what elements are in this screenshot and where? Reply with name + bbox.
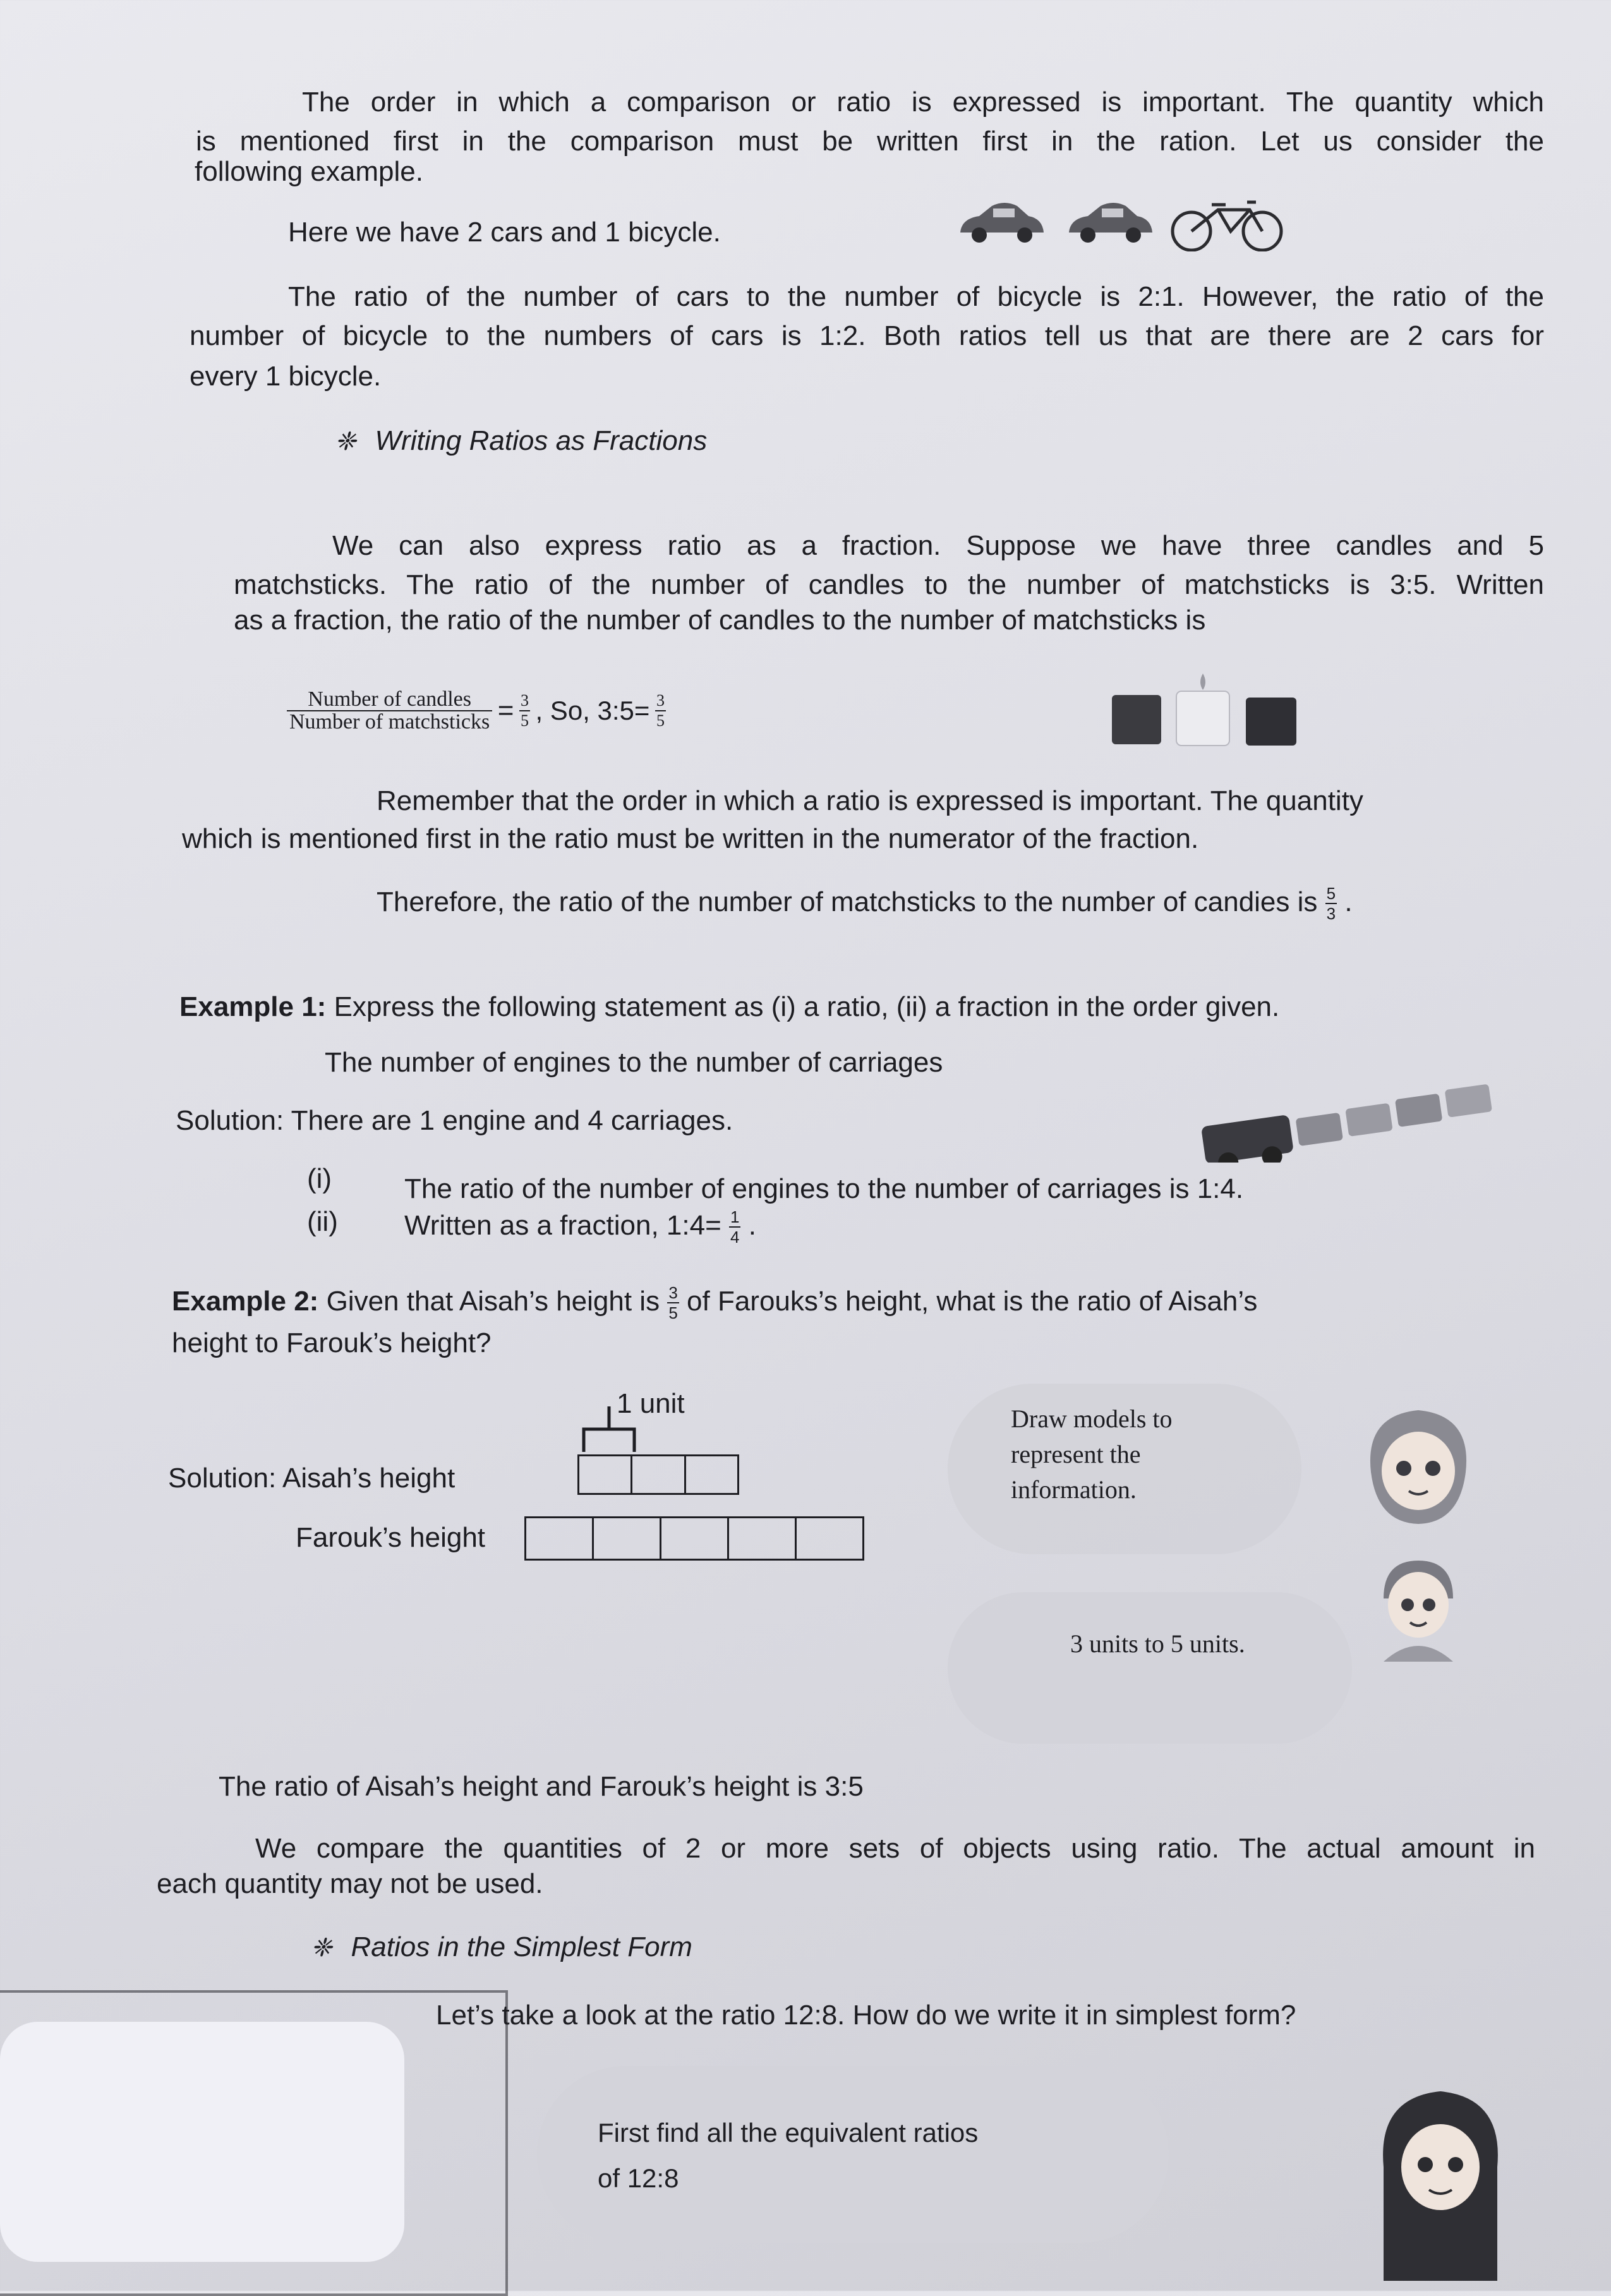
item-ii-label: (ii) — [307, 1206, 338, 1237]
fraction-denominator: 5 — [656, 711, 665, 730]
example-2-label: Example 2: — [172, 1286, 319, 1317]
farouk-height-bar — [524, 1516, 864, 1561]
fraction-3-5 — [655, 691, 666, 730]
fraction-numerator: Number of candles — [287, 689, 492, 711]
compare-line-1: We compare the quantities of 2 or more sets of objects using ratio. The actual amount in — [255, 1833, 1535, 1864]
item-ii-line — [404, 1207, 756, 1247]
example-2-heading — [172, 1283, 1257, 1322]
example-2-text-a: Given that Aisah’s height is — [326, 1286, 660, 1317]
bar-unit — [632, 1456, 685, 1493]
fractions-para-line-2: matchsticks. The ratio of the number of candles to the number of matchsticks is 3:5. Written — [234, 569, 1544, 600]
cars-ratio-line-3: every 1 bicycle. — [190, 361, 382, 392]
car-icon — [1069, 203, 1152, 243]
section-heading-fractions — [335, 422, 707, 461]
aisah-height-bar — [577, 1454, 739, 1495]
draw-models-bubble: Draw models to represent the information. — [1011, 1405, 1173, 1504]
fraction-numerator: 3 — [655, 691, 666, 711]
ratio-conclusion: The ratio of Aisah’s height and Farouk’s height is 3:5 — [219, 1771, 864, 1802]
example-1-statement: The number of engines to the number of carriages — [325, 1047, 943, 1078]
fraction-denominator: 4 — [730, 1228, 740, 1247]
example-1-text: Express the following statement as (i) a ratio, (ii) a fraction in the order given. — [334, 991, 1280, 1022]
example-1-label: Example 1: — [179, 991, 327, 1022]
intro-line-2: is mentioned first in the comparison must be written first in the ration. Let us consider the — [196, 126, 1544, 157]
cars-line: Here we have 2 cars and 1 bicycle. — [288, 217, 721, 248]
girl-avatar — [1371, 2079, 1510, 2281]
remember-line-2: which is mentioned first in the ratio must be written in the numerator of the fraction. — [182, 823, 1199, 854]
fraction-numerator: 1 — [730, 1207, 740, 1227]
example-2-line-2: height to Farouk’s height? — [172, 1327, 492, 1358]
period: . — [1344, 886, 1353, 917]
period: . — [748, 1210, 756, 1241]
bar-unit — [797, 1518, 862, 1559]
compare-line-2: each quantity may not be used. — [157, 1868, 543, 1899]
bar-unit — [526, 1518, 594, 1559]
item-i-text: The ratio of the number of engines to the number of carriages is 1:4. — [404, 1173, 1244, 1204]
cars-ratio-line-1: The ratio of the number of cars to the number of bicycle is 2:1. However, the ratio of the — [288, 281, 1544, 312]
bicycle-icon — [1173, 202, 1281, 250]
cars-ratio-line-2: number of bicycle to the numbers of cars is 1:2. Both ratios tell us that are there are 2 cars for — [190, 320, 1544, 351]
show-through-text — [0, 430, 8, 460]
thought-cloud — [948, 1592, 1352, 1744]
aisah-avatar — [1358, 1403, 1478, 1529]
bullet-icon: ❈ — [311, 1934, 332, 1962]
example-1-heading — [179, 988, 1279, 1026]
bar-unit — [729, 1518, 797, 1559]
intro-line-1: The order in which a comparison or ratio is expressed is important. The quantity which — [302, 87, 1544, 118]
simplest-form-question: Let’s take a look at the ratio 12:8. How do we write it in simplest form? — [436, 2000, 1296, 2031]
fraction-denominator: 5 — [520, 711, 529, 730]
aisah-height-label: Solution: Aisah’s height — [168, 1463, 456, 1494]
car-icon — [960, 203, 1044, 243]
fraction-numerator: 5 — [1326, 884, 1336, 903]
fraction-denominator: 3 — [1326, 904, 1336, 924]
section-heading-text: Ratios in the Simplest Form — [351, 1931, 692, 1962]
so-text: , So, 3:5= — [535, 696, 650, 725]
item-ii-text: Written as a fraction, 1:4= — [404, 1210, 721, 1241]
example-2-text-b: of Farouks’s height, what is the ratio of Aisah’s — [687, 1286, 1258, 1317]
item-i-label: (i) — [307, 1163, 332, 1194]
therefore-text: Therefore, the ratio of the number of matchsticks to the number of candies is — [377, 886, 1318, 917]
fractions-para-line-1: We can also express ratio as a fraction. Suppose we have three candles and 5 — [332, 530, 1544, 561]
bar-unit — [579, 1456, 632, 1493]
remember-line-1: Remember that the order in which a ratio is expressed is important. The quantity — [377, 785, 1363, 816]
bar-unit — [661, 1518, 729, 1559]
label-fraction — [287, 689, 492, 733]
therefore-line — [377, 883, 1353, 923]
farouk-avatar — [1371, 1554, 1466, 1662]
farouk-height-label: Farouk’s height — [296, 1522, 486, 1553]
intro-line-3: following example. — [195, 156, 423, 187]
candles-formula — [287, 689, 666, 733]
fraction-3-5 — [667, 1283, 679, 1322]
section-heading-text: Writing Ratios as Fractions — [375, 425, 708, 456]
fraction-denominator: 5 — [668, 1303, 678, 1323]
bar-unit — [594, 1518, 661, 1559]
train-illustration — [1188, 1061, 1516, 1163]
fractions-para-line-3: as a fraction, the ratio of the number of candles to the number of matchsticks is — [234, 605, 1206, 636]
fraction-3-5 — [519, 691, 530, 730]
bar-unit — [686, 1456, 737, 1493]
fraction-numerator: 3 — [668, 1283, 678, 1303]
fraction-5-3 — [1325, 884, 1337, 923]
section-heading-simplest — [311, 1928, 692, 1967]
equals-sign: = — [497, 695, 514, 726]
candles-illustration — [1106, 670, 1308, 752]
cars-bicycle-illustration — [954, 195, 1295, 251]
example-1-solution: Solution: There are 1 engine and 4 carriages. — [176, 1105, 733, 1136]
fraction-numerator: 3 — [519, 691, 530, 711]
fraction-denominator: Number of matchsticks — [289, 710, 490, 734]
unit-label: 1 unit — [617, 1388, 685, 1419]
bullet-icon: ❈ — [335, 428, 356, 456]
white-overlay — [0, 2022, 404, 2262]
units-bubble: 3 units to 5 units. — [1070, 1629, 1245, 1658]
fraction-1-4 — [729, 1207, 740, 1247]
equivalent-ratios-bubble: First find all the equivalent ratios of 12:8 — [598, 2118, 979, 2193]
